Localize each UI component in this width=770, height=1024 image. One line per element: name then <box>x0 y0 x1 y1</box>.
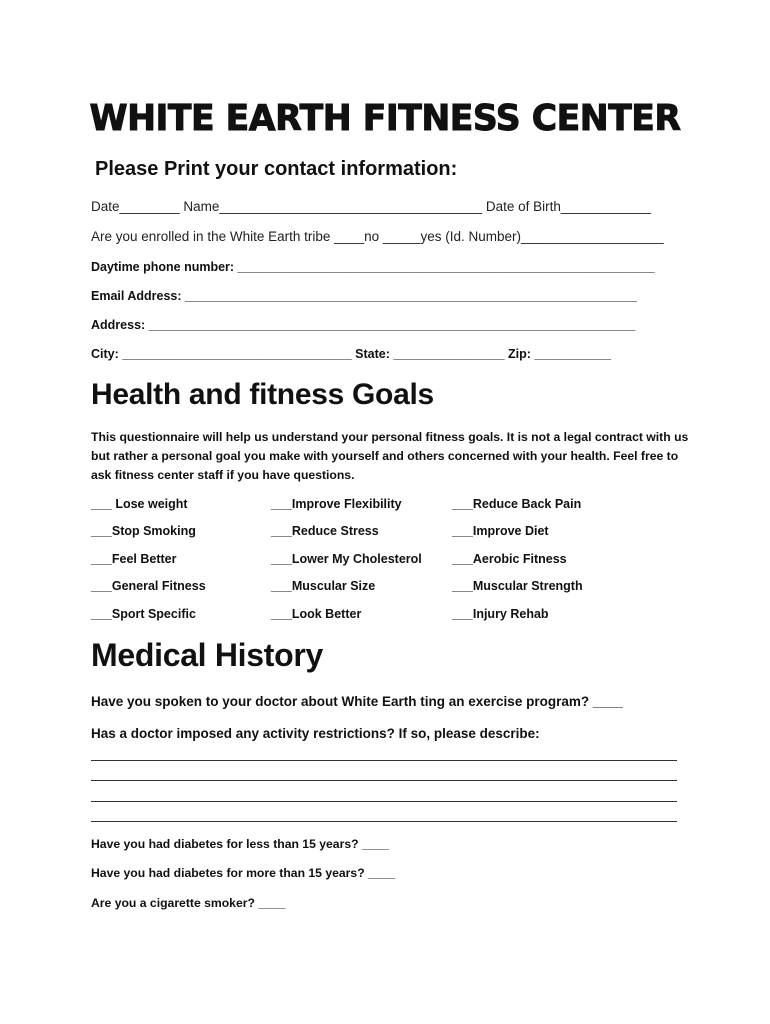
description-line-2[interactable] <box>91 780 677 781</box>
address-field[interactable]: Address: ______________________________________________________________________ <box>91 318 636 332</box>
goal-reduce-back-pain[interactable]: ___Reduce Back Pain <box>452 497 582 511</box>
description-line-1[interactable] <box>91 760 677 761</box>
form-title: WHITE EARTH FITNESS CENTER <box>89 98 681 139</box>
tribe-enrollment-field[interactable]: Are you enrolled in the White Earth tribe ____no _____yes (Id. Number)___________________ <box>91 229 664 244</box>
medical-heading: Medical History <box>91 637 324 673</box>
goal-muscular-size[interactable]: ___Muscular Size <box>271 579 376 593</box>
phone-field[interactable]: Daytime phone number: ____________________________________________________________ <box>91 260 655 274</box>
goal-improve-diet[interactable]: ___Improve Diet <box>452 524 549 538</box>
city-state-zip-field[interactable]: City: _________________________________ State: ________________ Zip: ___________ <box>91 347 611 361</box>
goal-feel-better[interactable]: ___Feel Better <box>91 552 177 566</box>
description-line-3[interactable] <box>91 801 677 802</box>
goal-aerobic-fitness[interactable]: ___Aerobic Fitness <box>452 552 567 566</box>
goal-muscular-strength[interactable]: ___Muscular Strength <box>452 579 583 593</box>
goals-heading: Health and fitness Goals <box>91 378 434 411</box>
goals-intro: This questionnaire will help us understand your personal fitness goals. It is not a legal contract with us but rather a personal goal you make with yourself and others concerned with your health. Feel free to ask fitness center staff if you have questions. <box>91 430 689 482</box>
goal-sport-specific[interactable]: ___Sport Specific <box>91 607 196 621</box>
goal-stop-smoking[interactable]: ___Stop Smoking <box>91 524 196 538</box>
restrictions-question: Has a doctor imposed any activity restrictions? If so, please describe: <box>91 726 540 741</box>
doctor-question[interactable]: Have you spoken to your doctor about White Earth ting an exercise program? ____ <box>91 694 623 709</box>
diabetes-less-question[interactable]: Have you had diabetes for less than 15 years? ____ <box>91 837 390 851</box>
goal-look-better[interactable]: ___Look Better <box>271 607 362 621</box>
description-line-4[interactable] <box>91 821 677 822</box>
goal-lose-weight[interactable]: ___ Lose weight <box>91 497 188 511</box>
email-field[interactable]: Email Address: _________________________________________________________________ <box>91 289 637 303</box>
date-name-dob-field[interactable]: Date________ Name___________________________________ Date of Birth____________ <box>91 199 652 214</box>
goal-improve-flexibility[interactable]: ___Improve Flexibility <box>271 497 402 511</box>
goal-reduce-stress[interactable]: ___Reduce Stress <box>271 524 379 538</box>
diabetes-more-question[interactable]: Have you had diabetes for more than 15 years? ____ <box>91 866 396 880</box>
smoker-question[interactable]: Are you a cigarette smoker? ____ <box>91 896 286 910</box>
goal-general-fitness[interactable]: ___General Fitness <box>91 579 206 593</box>
goal-injury-rehab[interactable]: ___Injury Rehab <box>452 607 549 621</box>
contact-subtitle: Please Print your contact information: <box>95 158 458 180</box>
goal-lower-cholesterol[interactable]: ___Lower My Cholesterol <box>271 552 422 566</box>
